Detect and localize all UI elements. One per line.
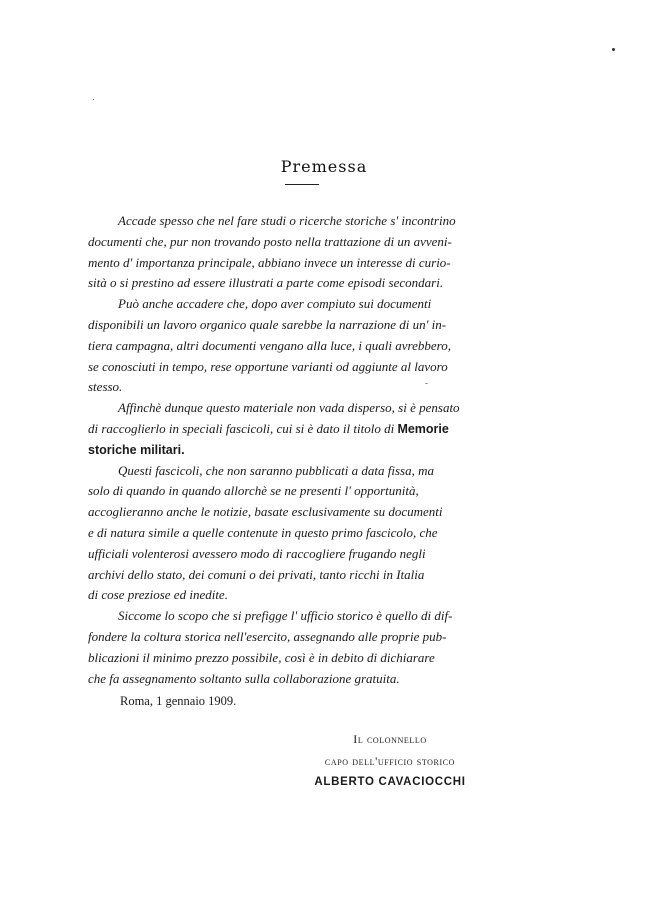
text-line: tiera campagna, altri documenti vengano alla luce, i quali avrebbero, (88, 337, 451, 353)
text-line: che fa assegnamento soltanto sulla collaborazione gratuita. (88, 670, 400, 686)
text-line: archivi dello stato, dei comuni o dei privati, tanto ricchi in Italia (88, 566, 425, 582)
text-line (88, 419, 517, 440)
paragraph (88, 211, 517, 294)
text-line: Accade spesso che nel fare studi o ricerche storiche s' incontrino (118, 213, 456, 228)
text-line: Siccome lo scopo che si prefigge l' ufficio storico è quello di dif- (118, 608, 453, 624)
bold-title-line: storiche militari. (88, 442, 185, 457)
text-line: Questi fascicoli, che non saranno pubblicati a data fissa, ma (118, 462, 434, 478)
text-line: accoglieranno anche le notizie, basate esclusivamente su documenti (88, 504, 443, 520)
place-and-date: Roma, 1 gennaio 1909. (120, 694, 237, 708)
scan-speck (93, 99, 94, 100)
text-line: di cose preziose ed inedite. (88, 587, 228, 603)
text-line: documenti che, pur non trovando posto nella trattazione di un avveni- (88, 233, 452, 249)
text-line: Affinchè dunque questo materiale non vada disperso, si è pensato (118, 400, 460, 416)
text-segment: di raccoglierlo in speciali fascicoli, cui si è dato il titolo di (88, 420, 395, 436)
scan-speck (612, 48, 615, 51)
bold-title-word: Memorie (397, 421, 449, 436)
body-text (88, 211, 517, 689)
paragraph (88, 398, 517, 460)
signature-office: capo dell'ufficio storico (324, 754, 456, 768)
signature-rank: Il colonnello (353, 732, 427, 746)
text-line: blicazioni il minimo prezzo possibile, così è in debito di dichiarare (88, 649, 435, 665)
paragraph (88, 461, 517, 607)
text-line: Può anche accadere che, dopo aver compiuto sui documenti (118, 296, 432, 312)
page-title: Premessa (280, 157, 368, 176)
text-line: disponibili un lavoro organico quale sarebbe la narrazione di un' in- (88, 316, 447, 332)
title-divider (285, 184, 319, 185)
text-line: sità o si prestino ad essere illustrati a parte come episodi secondari. (88, 275, 444, 291)
text-line: se conosciuti in tempo, rese opportune varianti od aggiunte al lavoro (88, 358, 448, 374)
paragraph (88, 294, 517, 398)
text-line: fondere la coltura storica nell'esercito, assegnando alle proprie pub- (88, 628, 447, 644)
text-line: e di natura simile a quelle contenute in questo primo fascicolo, che (88, 524, 438, 540)
text-line: ufficiali volenterosi avessero modo di raccogliere frugando negli (88, 545, 426, 561)
paragraph (88, 606, 517, 689)
text-line: mento d' importanza principale, abbiano invece un interesse di curio- (88, 254, 451, 270)
signature-name: ALBERTO CAVACIOCCHI (314, 776, 466, 788)
text-line: solo di quando in quando allorchè se ne presenti l' opportunità, (88, 483, 419, 499)
text-line: stesso. (88, 379, 123, 395)
